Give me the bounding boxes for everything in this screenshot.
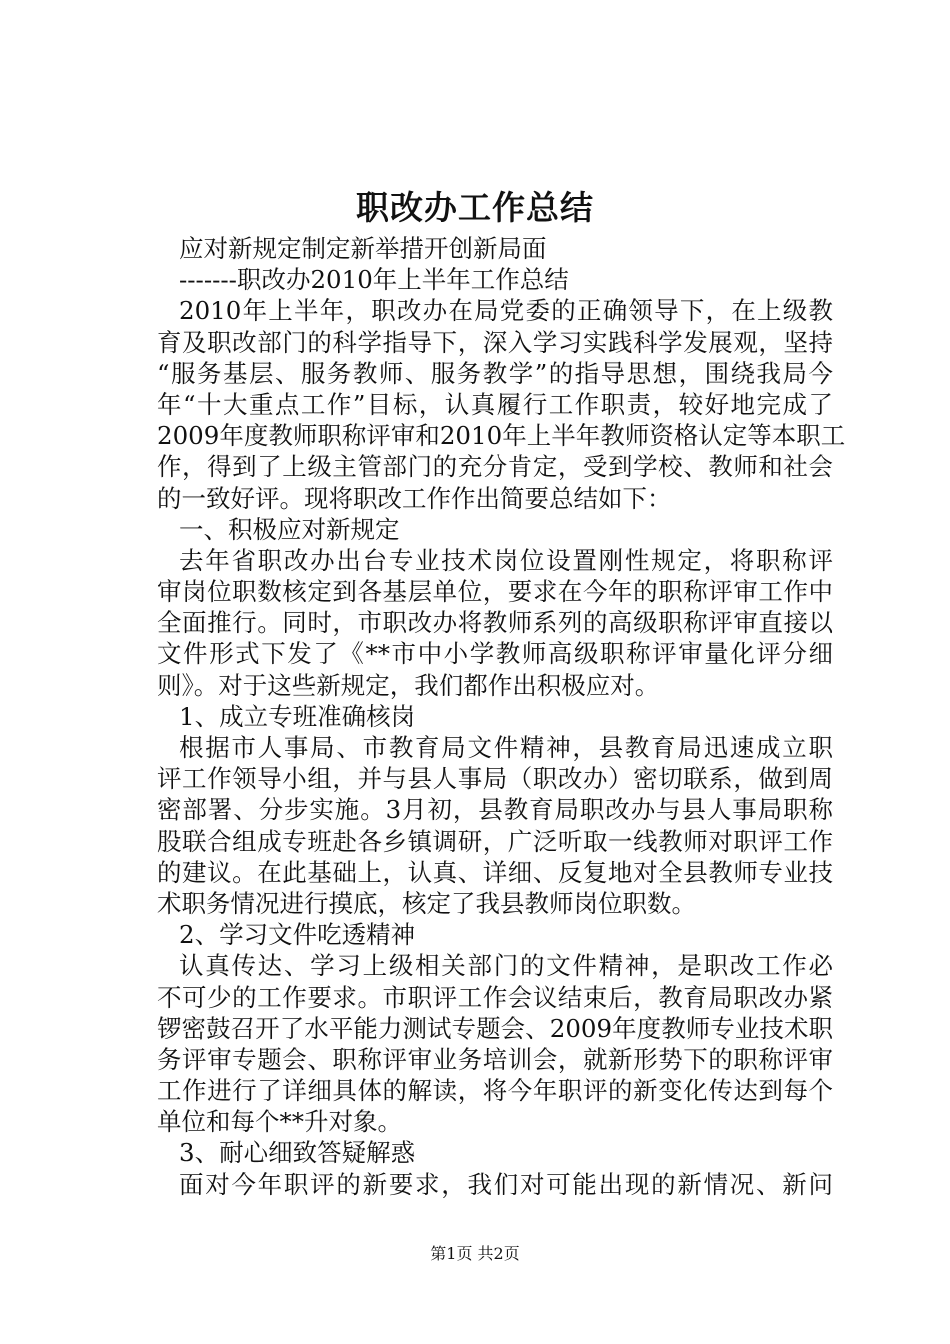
paragraph-line: 务评审专题会、职称评审业务培训会，就新形势下的职称评审 bbox=[157, 1044, 833, 1074]
paragraph-line: 年“十大重点工作”目标，认真履行工作职责，较好地完成了 bbox=[157, 389, 833, 419]
paragraph-line: 育及职改部门的科学指导下，深入学习实践科学发展观，坚持 bbox=[157, 327, 833, 357]
document-title: 职改办工作总结 bbox=[356, 188, 594, 227]
subsection-heading: 2、学习文件吃透精神 bbox=[179, 920, 416, 950]
subsection-heading: 3、耐心细致答疑解惑 bbox=[179, 1138, 416, 1168]
paragraph-line: 的一致好评。现将职改工作作出简要总结如下： bbox=[157, 483, 672, 513]
paragraph-line: 术职务情况进行摸底，核定了我县教师岗位职数。 bbox=[157, 888, 696, 918]
paragraph-line: 去年省职改办出台专业技术岗位设置刚性规定，将职称评 bbox=[179, 545, 833, 575]
paragraph-line: 作，得到了上级主管部门的充分肯定，受到学校、教师和社会 bbox=[157, 452, 833, 482]
paragraph-line: 2009年度教师职称评审和2010年上半年教师资格认定等本职工 bbox=[157, 421, 846, 451]
paragraph-line: 全面推行。同时，市职改办将教师系列的高级职称评审直接以 bbox=[157, 608, 833, 638]
paragraph-line: 股联合组成专班赴各乡镇调研，广泛听取一线教师对职评工作 bbox=[157, 826, 833, 856]
section-heading: 一、积极应对新规定 bbox=[179, 514, 400, 544]
subtitle-line: 应对新规定制定新举措开创新局面 bbox=[179, 234, 547, 263]
paragraph-line: 认真传达、学习上级相关部门的文件精神，是职改工作必 bbox=[179, 951, 833, 981]
paragraph-line: 锣密鼓召开了水平能力测试专题会、2009年度教师专业技术职 bbox=[157, 1013, 833, 1043]
paragraph-line: 面对今年职评的新要求，我们对可能出现的新情况、新问 bbox=[179, 1169, 833, 1199]
paragraph-line: 文件形式下发了《**市中小学教师高级职称评审量化评分细 bbox=[157, 639, 833, 669]
subsection-heading: 1、成立专班准确核岗 bbox=[179, 701, 416, 731]
document-body bbox=[157, 233, 846, 1200]
page-footer: 第1页 共2页 bbox=[430, 1244, 520, 1263]
paragraph-line: 根据市人事局、市教育局文件精神，县教育局迅速成立职 bbox=[179, 733, 833, 762]
paragraph-line: 不可少的工作要求。市职评工作会议结束后，教育局职改办紧 bbox=[157, 982, 833, 1012]
paragraph-line: 则》。对于这些新规定，我们都作出积极应对。 bbox=[157, 670, 660, 700]
paragraph-line: 的建议。在此基础上，认真、详细、反复地对全县教师专业技 bbox=[157, 857, 833, 887]
paragraph-line: 2010年上半年，职改办在局党委的正确领导下，在上级教 bbox=[179, 296, 833, 326]
paragraph-line: 密部署、分步实施。3月初，县教育局职改办与县人事局职称 bbox=[157, 795, 833, 825]
subtitle-line: -------职改办2010年上半年工作总结 bbox=[179, 265, 569, 295]
paragraph-line: 评工作领导小组，并与县人事局（职改办）密切联系，做到周 bbox=[157, 764, 833, 794]
paragraph-line: 单位和每个**升对象。 bbox=[157, 1107, 402, 1137]
paragraph-line: 审岗位职数核定到各基层单位，要求在今年的职称评审工作中 bbox=[157, 577, 833, 607]
paragraph-line: 工作进行了详细具体的解读，将今年职评的新变化传达到每个 bbox=[157, 1076, 833, 1106]
paragraph-line: “服务基层、服务教师、服务教学”的指导思想，围绕我局今 bbox=[157, 358, 833, 388]
